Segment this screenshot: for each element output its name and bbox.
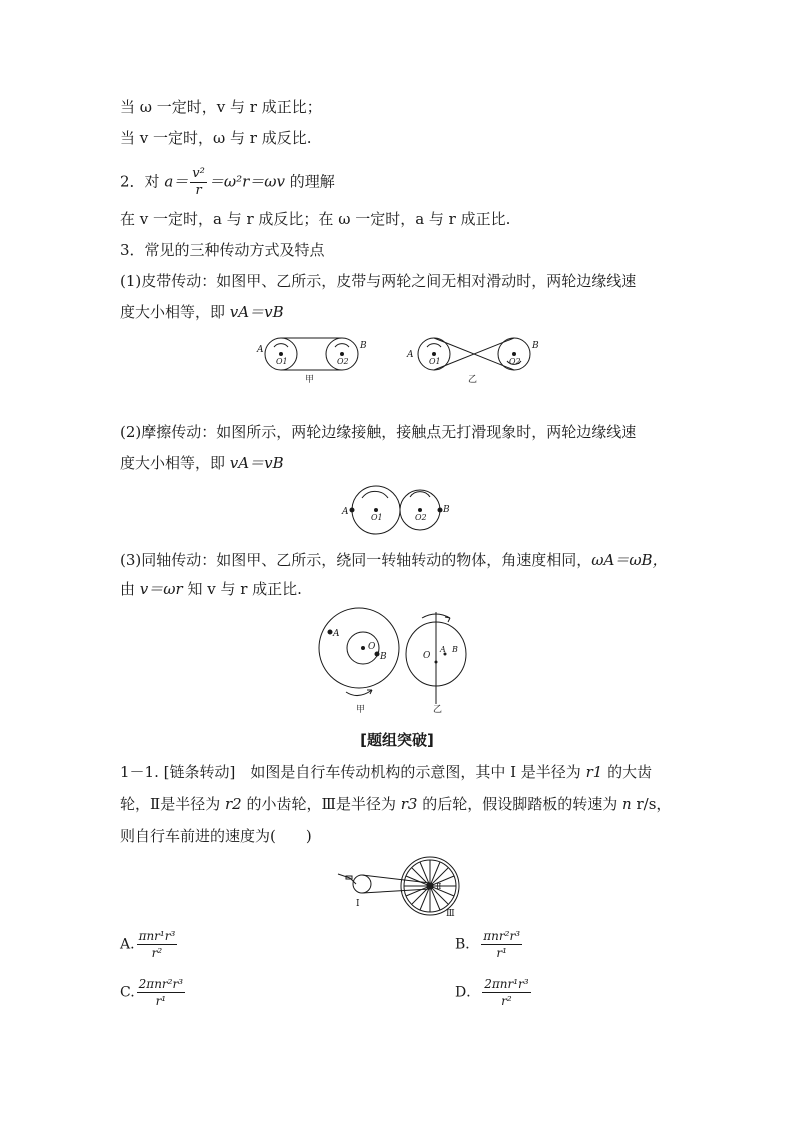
belt-label-a: A: [257, 345, 264, 355]
coaxial-caption-yi: 乙: [433, 705, 443, 715]
option-a[interactable]: [120, 928, 179, 961]
friction-label-a: A: [342, 507, 349, 517]
friction-wheels: [350, 486, 442, 534]
coaxial-label-a: A: [333, 629, 340, 639]
section-2-suffix: 的理解: [289, 172, 335, 191]
para-belt-2: [120, 302, 284, 322]
formula-a-eq: a＝: [164, 172, 189, 191]
option-b-num: πnr²r³: [483, 929, 521, 943]
coaxial2-label-a: A: [440, 645, 446, 654]
formula-v-wr: v＝ωr: [139, 580, 183, 598]
option-b-den: r¹: [496, 946, 507, 960]
question-text-1-end: 的大齿: [607, 763, 653, 781]
formula-rest: ＝ω²r＝ωv: [208, 172, 285, 191]
section-2-prefix: 2．对: [120, 172, 160, 191]
para-coaxial-1-text: (3)同轴传动：如图甲、乙所示，绕同一转轴转动的物体，角速度相同，: [120, 551, 592, 569]
var-r2: r2: [224, 795, 242, 813]
para-friction-2: [120, 453, 284, 473]
coaxial-label-b: B: [380, 652, 387, 662]
option-d-fraction: [482, 976, 530, 1009]
bike-label-ii: Ⅱ: [436, 882, 442, 891]
section-3-title: 3．常见的三种传动方式及特点: [120, 241, 325, 259]
option-c-num: 2πnr²r³: [138, 977, 184, 991]
option-a-num: πnr¹r³: [138, 929, 176, 943]
question-line-2: [120, 794, 671, 814]
option-b-label: B．: [455, 936, 480, 953]
option-b[interactable]: [455, 928, 524, 961]
formula-numerator: v²: [192, 166, 205, 181]
friction-label-o2: O2: [415, 513, 427, 522]
question-text-2-mid: 的小齿轮，Ⅲ是半径为: [246, 795, 396, 813]
coaxial-yi-diagram: [406, 612, 466, 704]
belt2-label-o1: O1: [429, 357, 441, 366]
question-text-2-end: 的后轮，假设脚踏板的转速为: [422, 795, 618, 813]
section-heading: [题组突破]: [360, 731, 434, 749]
para-coaxial-2-pre: 由: [120, 580, 136, 598]
line-v-constant: 当 v 一定时，ω 与 r 成反比.: [120, 129, 312, 147]
question-line-3: 则自行车前进的速度为( ): [120, 827, 312, 845]
formula-va-vb: vA＝vB: [229, 303, 284, 321]
line-a-relation: 在 v 一定时，a 与 r 成反比；在 ω 一定时，a 与 r 成正比.: [120, 210, 511, 228]
bike-label-i: Ⅰ: [356, 899, 360, 909]
belt-label-o2: O2: [337, 357, 349, 366]
bicycle-figure: [336, 856, 466, 922]
option-d-label: D．: [455, 984, 481, 1001]
formula-va-vb-2: vA＝vB: [229, 454, 284, 472]
coaxial-jia-diagram: [319, 608, 399, 696]
option-a-label: A.: [120, 936, 135, 953]
option-d[interactable]: [455, 976, 533, 1009]
para-belt-1: (1)皮带传动：如图甲、乙所示，皮带与两轮之间无相对滑动时，两轮边缘线速: [120, 272, 637, 290]
option-b-fraction: [481, 928, 522, 961]
friction-figure: [338, 484, 453, 540]
friction-label-b: B: [443, 505, 450, 515]
question-text-1: 1－1. [链条转动] 如图是自行车传动机构的示意图，其中 Ⅰ 是半径为: [120, 763, 581, 781]
para-coaxial-2: [120, 579, 302, 599]
formula-fraction: [190, 166, 207, 199]
coaxial2-label-o: O: [423, 651, 431, 661]
option-c[interactable]: [120, 976, 187, 1009]
section-2-title: [120, 166, 335, 199]
coaxial-figure: [318, 606, 478, 722]
belt-caption-jia: 甲: [305, 375, 315, 385]
option-c-label: C.: [120, 984, 135, 1001]
option-a-fraction: [137, 928, 178, 961]
formula-omega-eq: ωA＝ωB，: [591, 551, 668, 569]
coaxial-label-o: O: [368, 642, 376, 652]
belt2-label-o2: O2: [509, 357, 521, 366]
option-d-num: 2πnr¹r³: [484, 977, 529, 991]
option-c-den: r¹: [155, 994, 167, 1008]
question-unit: r/s，: [636, 795, 672, 813]
coaxial2-label-b: B: [452, 645, 458, 654]
belt2-label-a: A: [407, 350, 414, 360]
var-n: n: [622, 795, 632, 813]
question-text-2: 轮，Ⅱ是半径为: [120, 795, 221, 813]
para-friction-1: (2)摩擦传动：如图所示，两轮边缘接触，接触点无打滑现象时，两轮边缘线速: [120, 423, 637, 441]
option-d-den: r²: [501, 994, 512, 1008]
var-r1: r1: [585, 763, 603, 781]
coaxial-caption-jia: 甲: [356, 705, 366, 715]
question-line-1: [120, 762, 652, 782]
para-friction-2-text: 度大小相等，即: [120, 454, 226, 472]
belt-figure: [252, 334, 542, 390]
option-a-den: r²: [151, 946, 163, 960]
formula-denominator: r: [195, 183, 202, 198]
para-coaxial-2-post: 知 v 与 r 成正比.: [187, 580, 302, 598]
friction-label-o1: O1: [371, 513, 383, 522]
belt-caption-yi: 乙: [468, 375, 478, 385]
belt-label-b: B: [360, 341, 367, 351]
var-r3: r3: [400, 795, 418, 813]
option-c-fraction: [137, 976, 185, 1009]
belt-label-o1: O1: [276, 357, 288, 366]
para-coaxial-1: [120, 550, 668, 570]
bike-label-iii: Ⅲ: [446, 909, 455, 918]
para-belt-2-text: 度大小相等，即: [120, 303, 226, 321]
belt2-label-b: B: [532, 341, 539, 351]
line-omega-constant: 当 ω 一定时，v 与 r 成正比；: [120, 98, 322, 116]
